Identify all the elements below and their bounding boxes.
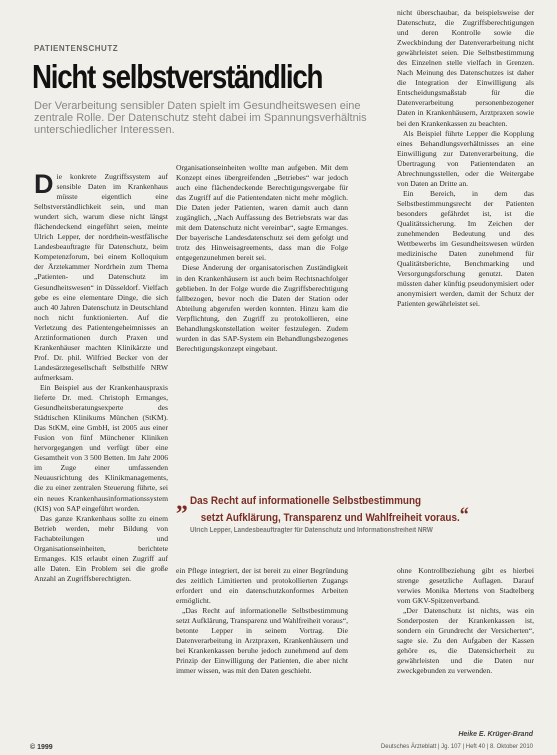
close-quote-mark: “: [459, 503, 469, 526]
pull-quote-source: Ulrich Lepper, Landesbeauftragter für Datenschutz und Informationsfreiheit NRW: [190, 527, 433, 534]
section-label: PATIENTENSCHUTZ: [34, 44, 119, 53]
paragraph: „Der Datenschutz ist nichts, was ein Sonderposten der Krankenkassen ist, sondern ein Grundrecht der Versicherten“, sagte sie. Zu den Aufgaben der Kassen gehöre es, die Datensicherheit zu gewährleisten und die Daten nur zweckgebunden zu verwenden.: [397, 606, 534, 676]
paragraph: Organisationseinheiten wollte man aufgeben. Mit dem Konzept eines übergreifenden „Betriebes“ war jedoch auch eine flächendeckende Berechtigungsvergabe für das Zugriff auf die Patientendaten nicht mehr möglich. Die Daten jeder Patienten, waren damit auch dann zugänglich, „Nach Auffassung des Betriebsrats war das mit dem Datenschutz nicht vereinbar“, sagte Ermanges. Der bayerische Landesdatenschutz sei dem gefolgt und trotz des Hinweisagreements, dass man die Folge entgegenzunehmen bereit sei.: [176, 163, 348, 263]
paragraph: Ein Bereich, in dem das Selbstbestimmungsrecht der Patienten besonders gefährdet ist, ist die Qualitätssicherung. Im Zeichen der zunehmenden Bedeutung und des Wettbewerbs im Gesundheitswesen würden medizinische Daten zunehmend für Qualitätsberichte, Benchmarking und Versorgungsforschung genutzt. Daten müssten daher künftig pseudonymisiert oder anonymisiert werden, damit der Schutz der Patienten gewährleistet sei.: [397, 188, 534, 309]
footer-journal-info: Deutsches Ärzteblatt | Jg. 107 | Heft 40 | 8. Oktober 2010: [380, 744, 533, 750]
paragraph: Ein Beispiel aus der Krankenhauspraxis lieferte Dr. med. Christoph Ermanges, Gesundheitsberatungsexperte des Städtischen Klinikums München (StKM). Das StKM, eine GmbH, ist 2005 aus einer Fusion von fünf Münchener Kliniken hervorgegangen und verfügt über eine Gesamtheit von 3 500 Betten. Im Jahr 2006 im Zuge einer umfassenden Neuausrichtung des Klinikmanagements, die zu einer zentralen Steuerung führte, sei ein neues Krankenhausinformationssystem (KIS) von SAP eingeführt worden.: [34, 382, 168, 513]
paragraph: ein Pflege integriert, der ist bereit zu einer Begründung des zeitlich Limitierten und protokollierten Zugangs erfordert und ein datenschutzkonformes Arbeiten ermöglicht.: [176, 566, 348, 606]
lead-paragraph: Der Verarbeitung sensibler Daten spielt im Gesundheitswesen eine zentrale Rolle. Der Datenschutz steht dabei im Spannungsverhältnis unterschiedlicher Interessen.: [34, 100, 367, 136]
pull-quote-line-2: setzt Aufklärung, Transparenz und Wahlfreiheit voraus.“: [200, 503, 469, 526]
body-column-1: [34, 172, 168, 740]
open-quote-mark: „: [176, 489, 188, 515]
paragraph: Als Beispiel führte Lepper die Kopplung eines Behandlungsverhältnisses an eine Einwilligung zur Datenverarbeitung, die Übertragung von Patientendaten an Abrechnungsstellen, oder die Weitergabe von Daten an Dritte an.: [397, 128, 534, 188]
paragraph: Das ganze Krankenhaus sollte zu einem Betrieb werden, mehr Bildung von Fachabteilungen und Organisationseinheiten, berichtete Ermanges. KIS erlaubt einen Zugriff auf alle Daten. Ein Problem sei die große Anzahl an Zugriffsberechtigten.: [34, 513, 168, 583]
paragraph: Die konkrete Zugriffssystem auf sensible Daten im Krankenhaus müsste eigentlich eine Selbstverständlichkeit sein, und man wundert sich, warum diese nicht längst flächendeckend eingeführt seien, meinte Ulrich Lepper, der nordrhein-westfälische Landesbeauftragte für Datenschutz, beim Kompetenzforum, bei einem Kolloquium der Ärztekammer Nordrhein zum Thema „Patienten- und Datenschutz im Gesundheitswesen“ in Düsseldorf. Vielfach gebe es eine elementare Dinge, die sich auch 40 Jahren Datenschutz in Deutschland noch nicht funktionierten. Auf die Verletzung des Patientengeheimnisses an Arztinformationen durch Praxen und Krankenhäuser machten Klinikärzte und Prof. Dr. phil. Wilfried Becker von der Landesärztegesellschaft Selbsthilfe NRW aufmerksam.: [34, 172, 168, 382]
body-column-3: [397, 8, 534, 488]
paragraph: „Das Recht auf informationelle Selbstbestimmung setzt Aufklärung, Transparenz und Wahlfreiheit voraus“, betonte Lepper in seinem Vortrag. Die Datenverarbeitung in Arztpraxen, Krankenhäusern und bei Krankenkassen beruhe jedoch zunehmend auf dem Prinzip der Einwilligung der Patienten, die aber nicht immer wissen, was mit den Daten geschieht.: [176, 606, 348, 676]
body-column-2-continued: [176, 566, 348, 740]
author-credit: Heike E. Krüger-Brand: [458, 731, 533, 738]
drop-cap: D: [34, 172, 54, 199]
paragraph: Diese Änderung der organisatorischen Zuständigkeit in den Krankenhäusern ist auch beim Rechtsnachfolger geblieben. In der Folge wurde die Zugriffsberechtigung fallbezogen, bevor noch die Daten der Station oder Abteilung abgerufen werden konnten. Hinzu kam die Verpflichtung, den Zugriff zu protokollieren, eine Behandlungskonstellation weiter festzulegen. Zudem wurden in das SAP-System ein Behandlungsbezogenes Berechtigungskonzept eingebaut.: [176, 263, 348, 353]
footer-left: © 1999: [30, 744, 53, 751]
pull-quote-line-1: Das Recht auf informationelle Selbstbestimmung: [190, 495, 422, 507]
paragraph: nicht überschaubar, da beispielsweise der Datenschutz, die Zugriffsberechtigungen und deren Kontrolle sowie die Zweckbindung der Datenverarbeitung nicht gewährleistet seien. Die Selbstbestimmung des Einzelnen stelle vielfach in Grenzen. Nach Meinung des Datenschutzes ist daher die Integration der Einwilligung als Entscheidungsmaßstab für die Datenverarbeitung personenbezogener Daten in Krankenhäusern, Arztpraxen sowie bei den Krankenkassen zu beachten.: [397, 8, 534, 128]
headline: Nicht selbstverständlich: [32, 58, 323, 95]
paragraph: ohne Kontrollbeziehung gibt es hierbei strenge gesetzliche Auflagen. Darauf verwies Monika Mertens von Stadtelberg vom GKV-Spitzenverband.: [397, 566, 534, 606]
pull-quote-text: [190, 495, 478, 525]
pull-quote: [176, 489, 534, 552]
body-column-3-continued: [397, 566, 534, 718]
body-column-2: [176, 163, 348, 485]
